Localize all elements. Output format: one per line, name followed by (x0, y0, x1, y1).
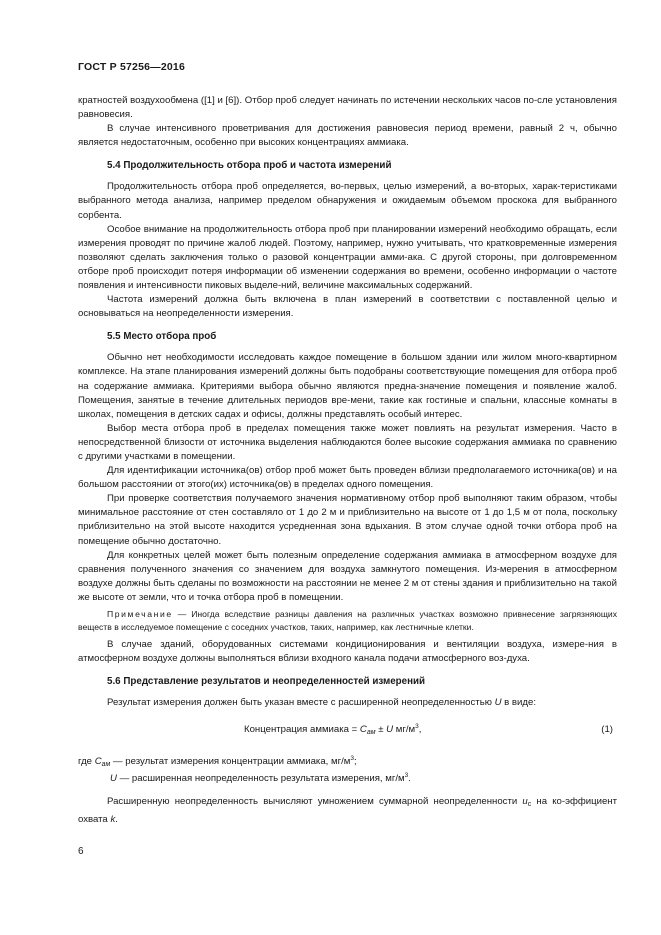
page-number: 6 (78, 846, 84, 857)
legend-row: где $C_{ам}$ — результат измерения концентрации аммиака, $мг/м^3$; (78, 755, 357, 769)
paragraph: Продолжительность отбора проб определяется, во-первых, целью измерений, а во-вторых, харак-теристиками выбранного метода анализа, например пределом обнаружения и ожидаемым объемом проскока для выбранного сорбента. (78, 181, 617, 221)
paragraph: Для конкретных целей может быть полезным определение содержания аммиака в атмосферном воздухе для сравнения полученного значения со значением для воздуха замкнутого помещения. Из-мерения в атмосферном воздухе должны быть сделаны по возможности на расстоянии не менее 2 м от стены здания и приблизительно на такой же высоте от земли, что и точка отбора проб в помещении. (78, 549, 617, 603)
paragraph: Обычно нет необходимости исследовать каждое помещение в большом здании или жилом много-квартирном комплексе. На этапе планирования измерений должны быть подобраны соответствующие помещения для отбора проб на содержание аммиака. Критериями выбора обычно являются предна-значение помещения и появление жалоб. Помещения, занятые в течение длительных периодов вре-мени, такие как гостиные и спальни, классные комнаты в школах, помещения в детских садах и офисы, должны представлять особый интерес. (78, 352, 617, 420)
note (78, 608, 617, 634)
formula (78, 723, 617, 737)
section-heading-5-4: 5.4 Продолжительность отбора проб и частота измерений (107, 160, 392, 172)
document-header: ГОСТ Р 57256—2016 (78, 61, 186, 73)
paragraph: Для идентификации источника(ов) отбор проб может быть проведен вблизи предполагаемого источника(ов) и на большом расстоянии от этого(их) источника(ов) в пределах одного помещения. (78, 465, 617, 491)
paragraph: В случае интенсивного проветривания для достижения равновесия период времени, равный 2 ч, обычно является недостаточным, особенно при высоких концентрациях аммиака. (78, 123, 617, 149)
paragraph: кратностей воздухообмена ([1] и [6]). Отбор проб следует начинать по истечении нескольких часов по-сле установления равновесия. (78, 95, 617, 121)
formula-legend (78, 755, 617, 786)
paragraph: Частота измерений должна быть включена в план измерений в соответствии с поставленной целью и основываться на неопределенности измерения. (78, 294, 617, 320)
note-text: — Иногда вследствие разницы давления на различных участках возможно привнесение загрязняющих веществ в исследуемое помещение с соседних участков, таких, например, как лестничные клетки. (78, 609, 617, 632)
formula-number: (1) (601, 724, 613, 736)
section-heading-5-5: 5.5 Место отбора проб (107, 331, 217, 343)
paragraph: Особое внимание на продолжительность отбора проб при планировании измерений необходимо обращать, если измерения проводят по причине жалоб людей. Поэтому, например, нужно учитывать, что кратковременные измерения позволяют сделать заключения только о разовой концентрации амми-ака. С другой стороны, при долговременном отборе проб происходит потеря информации об изменении содержания во времени, особенно информации о частоте появления и интенсивности пиковых выделе-ний, величине максимальных содержаний. (78, 223, 617, 292)
paragraph: При проверке соответствия получаемого значения нормативному отбор проб выполняют таким образом, чтобы минимальное расстояние от стен составляло от 1 до 2 м и приблизительно на высоте от 1 до 1,5 м от пола, поскольку приблизительно на этой высоте находится усредненная зона вдыхания. В этом случае одной точки отбора проб на помещение обычно достаточно. (78, 493, 617, 547)
paragraph: Выбор места отбора проб в пределах помещения также может повлиять на результат измерения. Часто в непосредственной близости от источника выделения наблюдаются более высокие содержания аммиака по сравнению с другими участками в помещении. (78, 422, 617, 462)
paragraph: Расширенную неопределенность вычисляют умножением суммарной неопределенности $u_c$ на ко-эффициент охвата k. (78, 796, 617, 825)
section-heading-5-6: 5.6 Представление результатов и неопределенностей измерений (107, 676, 426, 688)
formula-expression: Концентрация аммиака = $C_{ам} \pm U$ $мг/м^3$, (244, 723, 422, 737)
legend-row: U — расширенная неопределенность результата измерения, $мг/м^3$. (110, 772, 411, 785)
paragraph: В случае зданий, оборудованных системами кондиционирования и вентиляции воздуха, измере-ния в атмосферном воздухе должны выполняться вблизи входного канала подачи атмосферного воз-духа. (78, 639, 617, 665)
paragraph: Результат измерения должен быть указан вместе с расширенной неопределенностью U в виде: (107, 697, 536, 709)
note-label: Примечание (107, 609, 173, 619)
document-body (78, 94, 617, 827)
